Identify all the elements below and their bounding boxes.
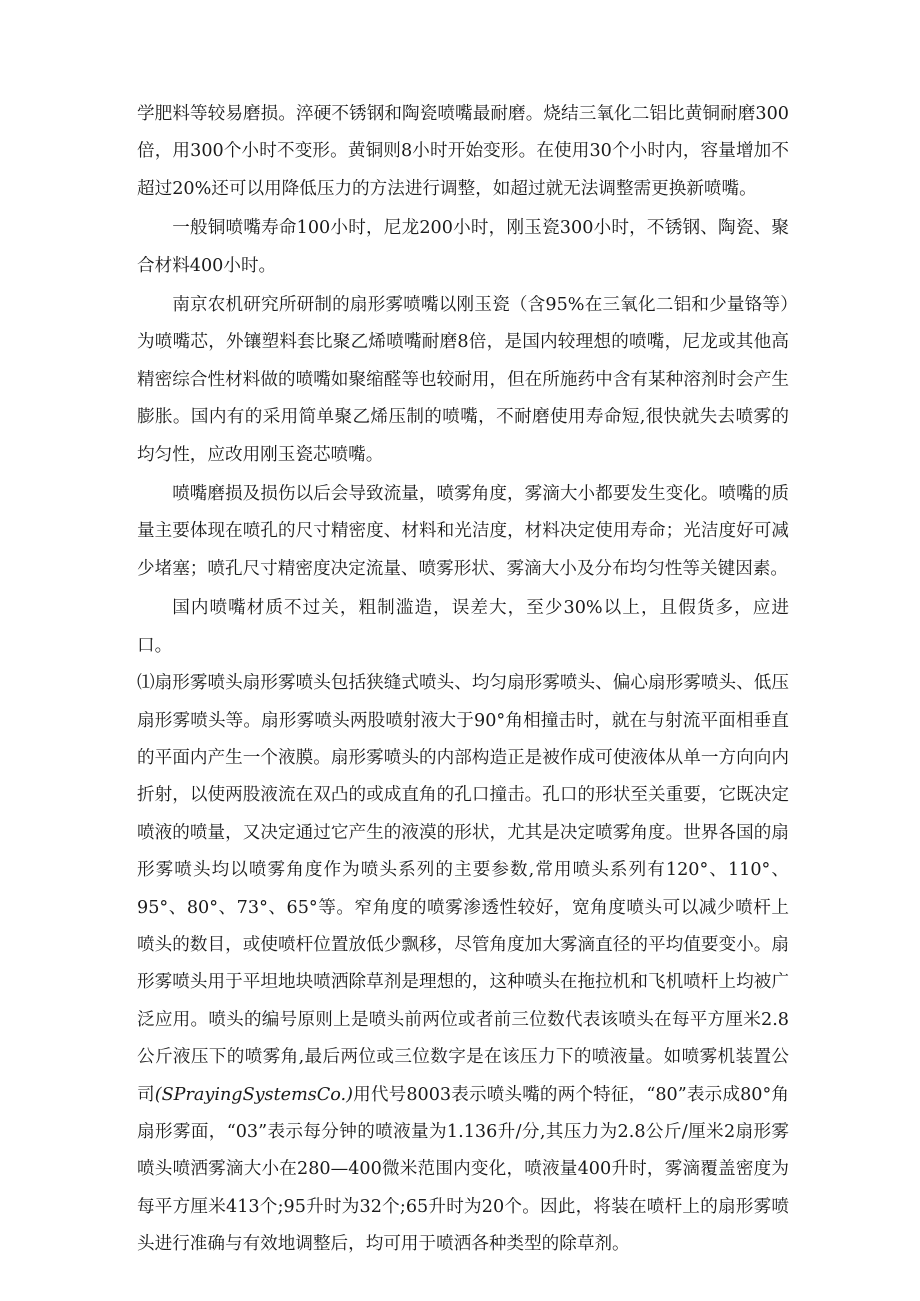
paragraph-wear-resistance: 学肥料等较易磨损。淬硬不锈钢和陶瓷喷嘴最耐磨。烧结三氧化二铝比黄铜耐磨300倍，用300个小时不变形。黄铜则8小时开始变形。在使用30个小时内，容量增加不超过20%还可以用降低压力的方法进行调整，如超过就无法调整需更换新喷嘴。	[137, 104, 789, 199]
fan-nozzle-text-main: ⑴扇形雾喷头扇形雾喷头包括狭缝式喷头、均匀扇形雾喷头、偏心扇形雾喷头、低压扇形雾喷头等。扇形雾喷头两股喷射液大于90°角相撞击时，就在与射流平面相垂直的平面内产生一个液膜。扇形雾喷头的内部构造正是被作成可使液体从单一方向向内折射，以使两股液流在双凸的或成直角的孔口撞击。孔口的形状至关重要，它既决定喷液的喷量，又决定通过它产生的液漠的形状，尤其是决定喷雾角度。世界各国的扇形雾喷头均以喷雾角度作为喷头系列的主要参数,常用喷头系列有120°、110°、95°、80°、73°、65°等。窄角度的喷雾渗透性较好，宽角度喷头可以减少喷杆上喷头的数目，或使喷杆位置放低少飘移，尽管角度加大雾滴直径的平均值要变小。扇形雾喷头用于平坦地块喷洒除草剂是理想的，这种喷头在拖拉机和飞机喷杆上均被广泛应用。喷头的编号原则上是喷头前两位或者前三位数代表该喷头在每平方厘米2.8公斤液压下的喷雾角,最后两位或三位数字是在该压力下的喷液量。如喷雾机装置公司	[137, 673, 789, 1105]
paragraph-nozzle-lifespan: 一般铜喷嘴寿命100小时，尼龙200小时，刚玉瓷300小时，不锈钢、陶瓷、聚合材料400小时。	[137, 218, 789, 276]
paragraph-domestic-nozzles: 国内喷嘴材质不过关，粗制滥造，误差大，至少30%以上，且假货多，应进口。	[137, 598, 789, 656]
paragraph-fan-nozzle	[137, 665, 789, 1264]
document-body	[137, 96, 789, 1264]
fan-nozzle-text-rest: 用代号8003表示喷头嘴的两个特征，“80”表示成80°角扇形雾面，“03”表示每分钟的喷液量为1.136升/分,其压力为2.8公斤/厘米2扇形雾喷头喷洒雾滴大小在280—400微米范围内变化，喷液量400升时，雾滴覆盖密度为每平方厘米413个;95升时为32个;65升时为20个。因此，将装在喷杆上的扇形雾喷头进行准确与有效地调整后，均可用于喷洒各种类型的除草剂。	[137, 1084, 789, 1255]
paragraph-nozzle-quality: 喷嘴磨损及损伤以后会导致流量，喷雾角度，雾滴大小都要发生变化。喷嘴的质量主要体现在喷孔的尺寸精密度、材料和光洁度，材料决定使用寿命；光洁度好可减少堵塞；喷孔尺寸精密度决定流量、喷雾形状、雾滴大小及分布均匀性等关键因素。	[137, 484, 789, 579]
company-name-italic: (SPrayingSystemsCo.)	[154, 1084, 353, 1105]
paragraph-nanjing-nozzle: 南京农机研究所研制的扇形雾喷嘴以刚玉瓷（含95%在三氧化二铝和少量铬等）为喷嘴芯，外镶塑料套比聚乙烯喷嘴耐磨8倍，是国内较理想的喷嘴，尼龙或其他高精密综合性材料做的喷嘴如聚缩醛等也较耐用，但在所施药中含有某种溶剂时会产生膨胀。国内有的采用简单聚乙烯压制的喷嘴，不耐磨使用寿命短,很快就失去喷雾的均匀性，应改用刚玉瓷芯喷嘴。	[137, 295, 789, 465]
